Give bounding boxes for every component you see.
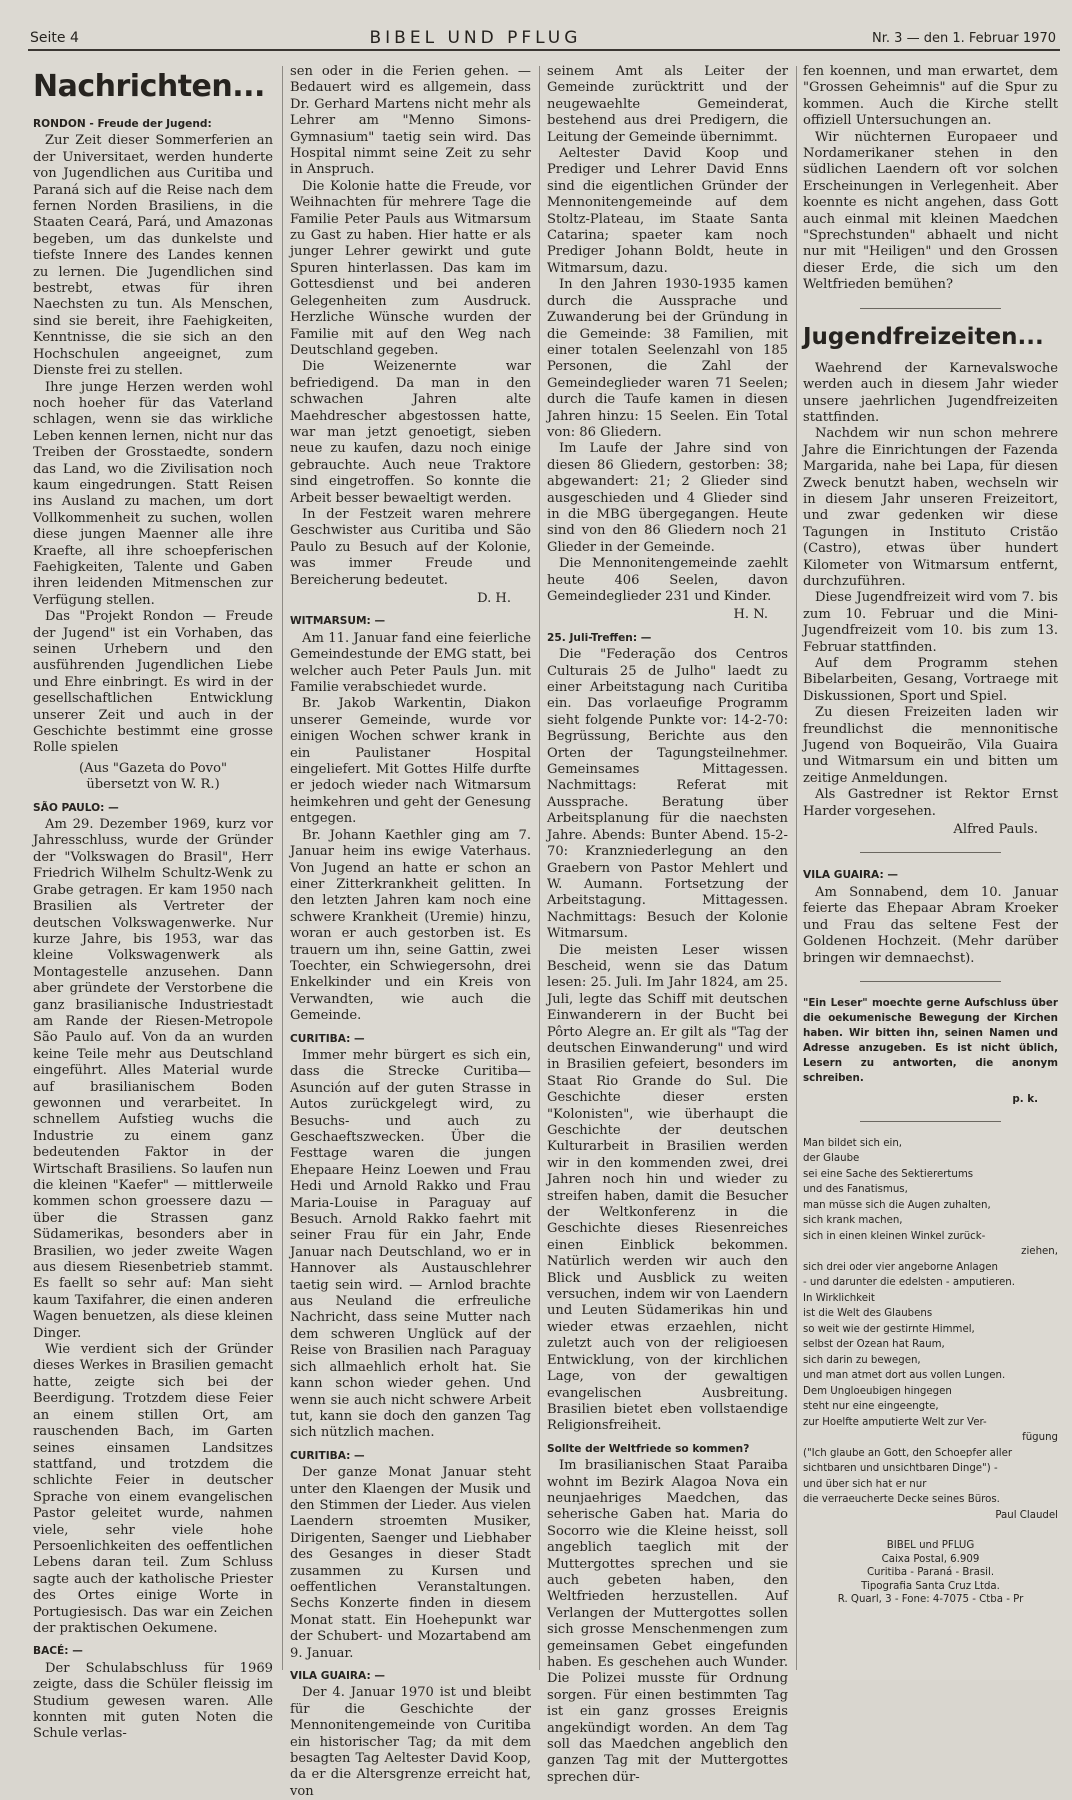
poem-line: sich darin zu bewegen, <box>803 1354 921 1366</box>
publisher-address <box>803 1539 1058 1607</box>
paragraph: Als Gastredner ist Rektor Ernst Harder vorgesehen. <box>803 787 1058 819</box>
paragraph: Zu diesen Freizeiten laden wir freundlichst die mennonitische Jugend von Boqueirão, Vila Guaira und Witmarsum ein und bitten um zeitige Anmeldungen. <box>803 705 1058 786</box>
poem-line: selbst der Ozean hat Raum, <box>803 1339 945 1351</box>
section-divider <box>860 1121 1000 1122</box>
address-line: R. Quarl, 3 - Fone: 4-7075 - Ctba - Pr <box>837 1594 1024 1606</box>
address-line: BIBEL und PFLUG <box>886 1540 975 1552</box>
poem-line: sei eine Sache des Sektierertums <box>803 1168 974 1180</box>
paragraph: In den Jahren 1930-1935 kamen durch die Aussprache und Zuwanderung bei der Gründung in die Gemeinde: 38 Familien, mit einer totalen Seelenzahl von 185 Personen, die Zahl der Gemeindeglieder waren 71 Seelen; durch die Taufe kamen in diesen Jahren hinzu: 15 Seelen. Ein Total von: 86 Gliedern. <box>547 277 788 440</box>
poem-line: zur Hoelfte amputierte Welt zur Ver- <box>803 1416 987 1428</box>
paragraph: Am Sonnabend, dem 10. Januar feierte das Ehepaar Abram Kroeker und Frau das seltene Fest der Goldenen Hochzeit. (Mehr darüber bringen wir demnaechst). <box>803 884 1058 966</box>
poem-author: Paul Claudel <box>995 1509 1058 1521</box>
poem <box>803 1136 1058 1524</box>
source-line: übersetzt von W. R.) <box>86 777 220 793</box>
article-heading: CURITIBA: — <box>290 1449 365 1462</box>
paragraph: Das "Projekt Rondon — Freude der Jugend" ist ein Vorhaben, das seinen Urhebern und den ausführenden Jugendlichen Liebe und Ehre einbringt. Es wird in der gesellschaftlichen Entwicklung unserer Zeit und auch in der Geschichte bestimmt eine grosse Rolle spielen <box>33 609 273 756</box>
poem-line: ziehen, <box>1021 1246 1058 1258</box>
article-heading: RONDON - Freude der Jugend: <box>33 118 212 130</box>
paragraph: Wir nüchternen Europaeer und Nordamerikaner stehen in den südlichen Laendern oft vor solchen Erscheinungen in Verlegenheit. Aber koennte es nicht angehen, dass Gott auch einmal mit kleinen Maedchen "Sprechstunden" abhaelt und nicht nur mit "Heiligen" und den Grossen dieser Erde, die sich um den Weltfrieden bemühen? <box>803 129 1058 293</box>
column-divider <box>539 66 540 1670</box>
section-divider <box>860 308 1000 309</box>
paragraph: Diese Jugendfreizeit wird vom 7. bis zum 10. Februar und die Mini-Jugendfreizeit vom 10. bis zum 13. Februar stattfinden. <box>803 590 1058 655</box>
section-title-jugendfreizeiten: Jugendfreizeiten... <box>803 323 1044 350</box>
paragraph: Waehrend der Karnevalswoche werden auch in diesem Jahr wieder unsere jaehrlichen Jugendfreizeiten stattfinden. <box>803 360 1058 425</box>
paragraph: Auf dem Programm stehen Bibelarbeiten, Gesang, Vortraege mit Diskussionen, Sport und Spiel. <box>803 656 1058 704</box>
poem-line: ist die Welt des Glaubens <box>803 1308 933 1320</box>
paragraph: Im brasilianischen Staat Paraiba wohnt im Bezirk Alagoa Nova ein neunjaehriges Maedchen, das seherische Gaben hat. Maria do Socorro wie die Kleine heisst, soll angeblich taeglich mit der Muttergottes sprechen und sie auch gebeten haben, den Weltfrieden herzustellen. Auf Verlangen der Muttergottes sollen sich grosse Menschenmengen zum gemeinsamen Gebet eingefunden haben. Es geschehen auch Wunder. Die Polizei musste für Ordnung sorgen. Für einen bestimmten Tag ist ein ganz grosses Ereignis angekündigt worden. An dem Tag soll das Maedchen angeblich den ganzen Tag mit der Muttergottes sprechen dür- <box>547 1458 788 1785</box>
article-heading: 25. Juli-Treffen: — <box>547 631 652 644</box>
paragraph: fen koennen, und man erwartet, dem "Grossen Geheimnis" auf die Spur zu kommen. Auch die Kirche stellt offiziell Untersuchungen an. <box>803 64 1058 129</box>
article-heading: WITMARSUM: — <box>290 615 386 628</box>
poem-line: und über sich hat er nur <box>803 1478 927 1490</box>
poem-line: und des Fanatismus, <box>803 1184 908 1196</box>
paragraph: Immer mehr bürgert es sich ein, dass die Strecke Curitiba—Asunción auf der guten Strasse in Autos zurückgelegt wird, zu Besuchs- und auch zu Geschaeftszwecken. Über die Festtage waren die jungen Ehepaare Heinz Loewen und Frau Hedi und Arnold Rakko und Frau Maria-Louise in Paraguay auf Besuch. Arnold Rakko faehrt mit seiner Frau für ein Jahr, Ende Januar nach Deutschland, wo er in Hannover als Austauschlehrer taetig sein wird. — Arnlod brachte aus Neuland die erfreuliche Nachricht, dass seine Mutter nach dem schweren Unglück auf der Reise von Brasilien nach Paraguay sich allmaehlich erholt hat. Sie kann schon wieder gehen. Und wenn sie auch nicht schwere Arbeit tut, kann sie doch den ganzen Tag sich nützlich machen. <box>290 1047 531 1441</box>
paragraph: sen oder in die Ferien gehen. — Bedauert wird es allgemein, dass Dr. Gerhard Martens nicht mehr als Lehrer am "Menno Simons-Gymnasium" taetig sein wird. Das Hospital nimmt seine Zeit zu sehr in Anspruch. <box>290 64 531 178</box>
paragraph: In der Festzeit waren mehrere Geschwister aus Curitiba und São Paulo zu Besuch auf der Kolonie, was immer Freude und Bereicherung bedeutet. <box>290 506 531 588</box>
author-signature: D. H. <box>477 591 511 606</box>
section-title-nachrichten: Nachrichten... <box>33 69 265 104</box>
paragraph: Der Schulabschluss für 1969 zeigte, dass die Schüler fleissig im Studium gewesen waren. Alle konnten mit guten Noten die Schule verlas- <box>33 1660 273 1742</box>
paragraph: Am 29. Dezember 1969, kurz vor Jahresschluss, wurde der Gründer der "Volkswagen do Brasil", Herr Friedrich Wilhelm Schultz-Wenk zu Grabe getragen. Er kam 1950 nach Brasilien als Vertreter der deutschen Volkswagenwerke. Nur kurze Jahre, bis 1953, war das kleine Volkswagenwerk als Montagestelle anzusehen. Dann aber gründete der Verstorbene die ganz brasilianische Industriestadt am Rande der Riesen-Metropole São Paulo auf. Von da an wurden keine Teile mehr aus Deutschland eingeführt. Alles Material wurde auf brasilianischem Boden gewonnen und verarbeitet. In schnellem Aufstieg wuchs die Industrie zu einem ganz bedeutenden Faktor in der Wirtschaft Brasiliens. So laufen nun die kleinen "Kaefer" — mittlerweile kommen schon groessere dazu — über die Strassen ganz Südamerikas, besonders aber in Brasilien, wo jeder zweite Wagen aus diesem Riesenbetrieb stammt. Es faellt so sehr auf: Man sieht kaum Taxifahrer, die einen anderen Wagen benuetzen, als diese kleinen Dinger. <box>33 817 273 1341</box>
article-heading: VILA GUAIRA: — <box>290 1670 385 1682</box>
section-divider <box>860 852 1000 853</box>
poem-line: sich drei oder vier angeborne Anlagen <box>803 1261 998 1273</box>
poem-line: sich in einen kleinen Winkel zurück- <box>803 1230 986 1242</box>
article-heading: BACÉ: — <box>33 1645 83 1658</box>
paragraph: seinem Amt als Leiter der Gemeinde zurücktritt und der neugewaehlte Gemeinderat, bestehend aus drei Predigern, die Leitung der Gemeinde übernimmt. <box>547 64 788 145</box>
paragraph: Die Weizenernte war befriedigend. Da man in den schwachen Jahren alte Maehdrescher abgestossen hatte, war man jetzt genoetigt, sieben neue zu kaufen, dazu noch einige gebrauchte. Auch neue Traktore sind eingetroffen. So konnte die Arbeit besser bewaeltigt werden. <box>290 359 531 506</box>
paragraph: Im Laufe der Jahre sind von diesen 86 Gliedern, gestorben: 38; abgewandert: 21; 2 Glieder sind ausgeschieden und 4 Glieder sind in die MBG übergegangen. Heute sind von den 86 Gliedern noch 21 Glieder in der Gemeinde. <box>547 441 788 555</box>
column-3 <box>547 64 788 1785</box>
poem-line: ("Ich glaube an Gott, den Schoepfer aller <box>803 1447 1013 1459</box>
poem-line: sich krank machen, <box>803 1215 903 1227</box>
poem-line: fügung <box>1022 1432 1058 1444</box>
paragraph: Die Mennonitengemeinde zaehlt heute 406 Seelen, davon Gemeindeglieder 231 und Kinder. <box>547 556 788 604</box>
article-heading: SÃO PAULO: — <box>33 801 119 814</box>
paragraph: Aeltester David Koop und Prediger und Lehrer David Enns sind die eigentlichen Gründer der Mennonitengemeinde auf dem Stoltz-Plateau, im Staate Santa Catarina; spaeter kam noch Prediger Johann Boldt, heute in Witmarsum, dazu. <box>547 146 788 276</box>
column-divider <box>796 66 797 1670</box>
poem-line: sichtbaren und unsichtbaren Dinge") - <box>803 1463 998 1475</box>
column-4 <box>803 64 1058 1670</box>
address-line: Caixa Postal, 6.909 <box>881 1553 980 1565</box>
source-note <box>33 761 273 794</box>
poem-line: Man bildet sich ein, <box>803 1137 903 1149</box>
paragraph: Der 4. Januar 1970 ist und bleibt für die Geschichte der Mennonitengemeinde von Curitiba ein historischer Tag; da mit dem besagten Tag Aeltester David Koop, da er die Altersgrenze erreicht hat, von <box>290 1685 531 1799</box>
article-heading: CURITIBA: — <box>290 1032 365 1045</box>
paragraph: Br. Johann Kaethler ging am 7. Januar heim ins ewige Vaterhaus. Von Jugend an hatte er schon an einer Zitterkrankheit gelitten. In den letzten Jahren kam noch eine schwere Krankheit (Uremie) hinzu, woran er auch gestorben ist. Es trauern um ihn, seine Gattin, zwei Toechter, ein Schwiegersohn, drei Enkelkinder und ein Kreis von Verwandten, wie auch die Gemeinde. <box>290 827 531 1024</box>
masthead-title: BIBEL UND PFLUG <box>369 28 582 48</box>
paragraph: Zur Zeit dieser Sommerferien an der Universitaet, werden hunderte von Jugendlichen aus Curitiba und Paraná sich auf die Reise nach dem fernen Norden Brasiliens, in die Staaten Ceará, Pará, und Amazonas begeben, um das dunkelste und tiefste Innere des Landes kennen zu lernen. Die Jugendlichen sind bestrebt, etwas für ihren Naechsten zu tun. Als Menschen, sind sie bereit, ihre Faehigkeiten, Kenntnisse, die sie sich an den Hochschulen angeeignet, zum Dienste frei zu stellen. <box>33 133 273 379</box>
issue-date: Nr. 3 — den 1. Februar 1970 <box>872 30 1056 46</box>
poem-line: so weit wie der gestirnte Himmel, <box>803 1323 975 1335</box>
poem-line: Dem Ungloeubigen hingegen <box>803 1385 952 1397</box>
page-number: Seite 4 <box>30 30 79 46</box>
poem-line: - und darunter die edelsten - amputieren. <box>803 1277 1015 1289</box>
source-line: (Aus "Gazeta do Povo" <box>79 760 227 776</box>
paragraph: Der ganze Monat Januar steht unter den Klaengen der Musik und den Stimmen der Lieder. Aus vielen Laendern stroemten Musiker, Dirigenten, Saenger und Liebhaber des Gesanges in dieser Stadt zusammen zu Kursen und oeffentlichen Veranstaltungen. Sechs Konzerte finden in diesem Monat statt. Ein Hoehepunkt war der Schubert- und Mozartabend am 9. Januar. <box>290 1465 531 1661</box>
page-header <box>30 18 1056 58</box>
author-signature: H. N. <box>733 607 768 623</box>
author-signature: Alfred Pauls. <box>953 822 1038 838</box>
header-rule <box>28 49 1060 51</box>
poem-line: und man atmet dort aus vollen Lungen. <box>803 1370 1006 1382</box>
poem-line: man müsse sich die Augen zuhalten, <box>803 1199 991 1211</box>
article-heading: VILA GUAIRA: — <box>803 869 898 882</box>
poem-line: die verraeucherte Decke seines Büros. <box>803 1494 1000 1506</box>
column-2 <box>290 64 531 1799</box>
paragraph: Die Kolonie hatte die Freude, vor Weihnachten für mehrere Tage die Familie Peter Pauls aus Witmarsum zu Gast zu haben. Hier hatte er als junger Lehrer gewirkt und gute Spuren hinterlassen. Das kam im Gottesdienst und bei anderen Gelegenheiten zum Ausdruck. Herzliche Wünsche wurden der Familie mit auf den Weg nach Deutschland gegeben. <box>290 178 531 358</box>
poem-line: steht nur eine eingeengte, <box>803 1401 939 1413</box>
column-divider <box>282 66 283 1670</box>
paragraph: Nachdem wir nun schon mehrere Jahre die Einrichtungen der Fazenda Margarida, nahe bei Lapa, für diesen Zweck benutzt haben, wechseln wir in diesem Jahr unseren Freizeitort, und zwar gedenken wir diese Tagungen in Instituto Cristão (Castro), etwas über hundert Kilometer von Witmarsum entfernt, durchzuführen. <box>803 426 1058 589</box>
paragraph: Die meisten Leser wissen Bescheid, wenn sie das Datum lesen: 25. Juli. Im Jahr 1824, am 25. Juli, legte das Schiff mit deutschen Einwanderern in der Bucht bei Pôrto Alegre an. Er gilt als "Tag der deutschen Einwanderung" und wird in Brasilien gefeiert, besonders im Staat Rio Grande do Sul. Die Geschichte dieser ersten "Kolonisten", wie überhaupt die Geschichte der deutschen Kulturarbeit in Brasilien werden wir in den kommenden zwei, drei Jahren noch hin und wieder zu streifen haben, damit die Besucher der Weltkonferenz in die Geschichte dieses Riesenreiches einen Einblick bekommen. Natürlich werden wir auch den Blick und Ausblick zu weiten versuchen, indem wir von Laendern und Leuten Südamerikas hin und wieder etwas erzaehlen, nicht zuletzt auch von der religioesen Entwicklung, von der kirchlichen Lage, von der gewaltigen evangelischen Ausbreitung. Brasilien bietet eben vollstaendige Religionsfreiheit. <box>547 942 788 1434</box>
address-line: Curitiba - Paraná - Brasil. <box>866 1567 995 1579</box>
article-heading: Sollte der Weltfriede so kommen? <box>547 1442 750 1455</box>
notice-signature: p. k. <box>1012 1092 1038 1105</box>
paragraph: Wie verdient sich der Gründer dieses Werkes in Brasilien gemacht hatte, zeigte sich bei der Beerdigung. Trotzdem diese Feier an einem stillen Ort, am rauschenden Bach, im Garten seines einsamen Landsitzes stattfand, und trotzdem die schlichte Feier in deutscher Sprache von einem evangelischen Pastor geleitet wurde, nahmen viele, sehr viele hohe Persoenlichkeiten des oeffentlichen Lebens daran teil. Zum Schluss sagte auch der katholische Priester des Ortes einige Worte in Portugiesisch. Das war ein Zeichen der praktischen Oekumene. <box>33 1342 273 1636</box>
section-divider <box>860 981 1000 982</box>
paragraph: Am 11. Januar fand eine feierliche Gemeindestunde der EMG statt, bei welcher auch Peter Pauls Jun. mit Familie verabschiedet wurde. <box>290 630 531 696</box>
notice-text: "Ein Leser" moechte gerne Aufschluss über die oekumenische Bewegung der Kirchen haben. Wir bitten ihn, seinen Namen und Adresse anzugeben. Es ist nicht üblich, Lesern zu antworten, die anonym schreiben. <box>803 996 1058 1084</box>
address-line: Tipografia Santa Cruz Ltda. <box>861 1580 1000 1592</box>
poem-line: der Glaube <box>803 1153 860 1165</box>
poem-line: In Wirklichkeit <box>803 1292 875 1304</box>
paragraph: Ihre junge Herzen werden wohl noch hoeher für das Vaterland schlagen, wenn sie das wirkliche Leben kennen lernen, nicht nur das Treiben der Grosstaedte, sondern das Land, wo die Zivilisation noch kaum eingedrungen. Statt Reisen ins Ausland zu machen, um dort Vollkommenheit zu suchen, wollen diese jungen Maenner alle ihre Kraefte, all ihre schoepferischen Faehigkeiten, Talente und Gaben ihren leidenden Mitmenschen zur Verfügung stellen. <box>33 379 273 608</box>
paragraph: Die "Federação dos Centros Culturais 25 de Julho" laedt zu einer Arbeitstagung nach Curitiba ein. Das vorlaeufige Programm sieht folgende Punkte vor: 14-2-70: Begrüssung, Berichte aus den Orten der Tagungsteilnehmer. Gemeinsames Mittagessen. Nachmittags: Referat mit Aussprache. Beratung über Arbeitsplanung für die naechsten Jahre. Abends: Bunter Abend. 15-2-70: Kranzniederlegung an den Graebern von Pastor Mehlert und W. Aumann. Fortsetzung der Arbeitstagung. Mittagessen. Nachmittags: Besuch der Kolonie Witmarsum. <box>547 647 788 942</box>
reader-notice <box>803 996 1058 1107</box>
paragraph: Br. Jakob Warkentin, Diakon unserer Gemeinde, wurde vor einigen Wochen schwer krank in ein Paulistaner Hospital eingeliefert. Mit Gottes Hilfe durfte er jedoch wieder nach Witmarsum heimkehren und geht der Genesung entgegen. <box>290 696 531 827</box>
column-1 <box>33 64 273 1742</box>
